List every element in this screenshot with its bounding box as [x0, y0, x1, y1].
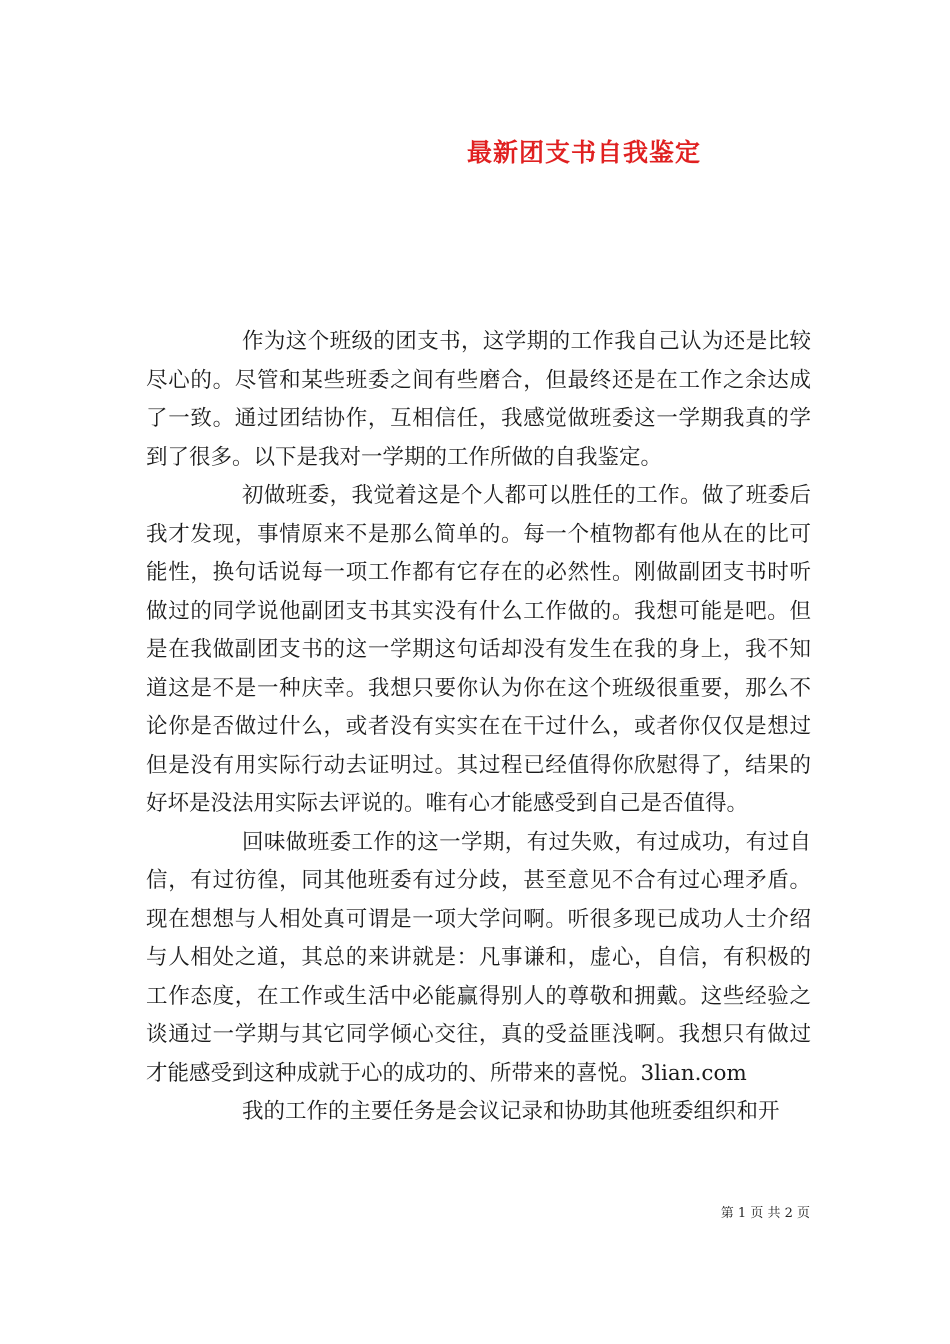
document-title: 最新团支书自我鉴定: [466, 138, 701, 167]
paragraph-main-duties: 我的工作的主要任务是会议记录和协助其他班委组织和开: [242, 1099, 780, 1124]
paragraph-first-experience: 初做班委，我觉着这是个人都可以胜任的工作。做了班委后我才发现，事情原来不是那么简单的。每一个植物都有他从在的比可能性，换句话说每一项工作都有它存在的必然性。刚做副团支书时听做过的同学说他副团支书其实没有什么工作做的。我想可能是吧。但是在我做副团支书的这一学期这句话却没有发生在我的身上，我不知道这是不是一种庆幸。我想只要你认为你在这个班级很重要，那么不论你是否做过什么，或者没有实实在在干过什么，或者你仅仅是想过但是没有用实际行动去证明过。其过程已经值得你欣慰得了，结果的好坏是没法用实际去评说的。唯有心才能感受到自己是否值得。: [146, 483, 811, 816]
document-body: [146, 323, 811, 1132]
paragraph-intro: 作为这个班级的团支书，这学期的工作我自己认为还是比较尽心的。尽管和某些班委之间有些磨合，但最终还是在工作之余达成了一致。通过团结协作，互相信任，我感觉做班委这一学期我真的学到了很多。以下是我对一学期的工作所做的自我鉴定。: [146, 329, 811, 470]
paragraph-reflection: 回味做班委工作的这一学期，有过失败，有过成功，有过自信，有过彷徨，同其他班委有过分歧，甚至意见不合有过心理矛盾。现在想想与人相处真可谓是一项大学问啊。听很多现已成功人士介绍与人相处之道，其总的来讲就是：凡事谦和，虚心，自信，有积极的工作态度，在工作或生活中必能赢得别人的尊敬和拥戴。这些经验之谈通过一学期与其它同学倾心交往，真的受益匪浅啊。我想只有做过才能感受到这种成就于心的成功的、所带来的喜悦。3lian.com: [146, 829, 811, 1086]
page-number: 第 1 页 共 2 页: [720, 1206, 810, 1221]
